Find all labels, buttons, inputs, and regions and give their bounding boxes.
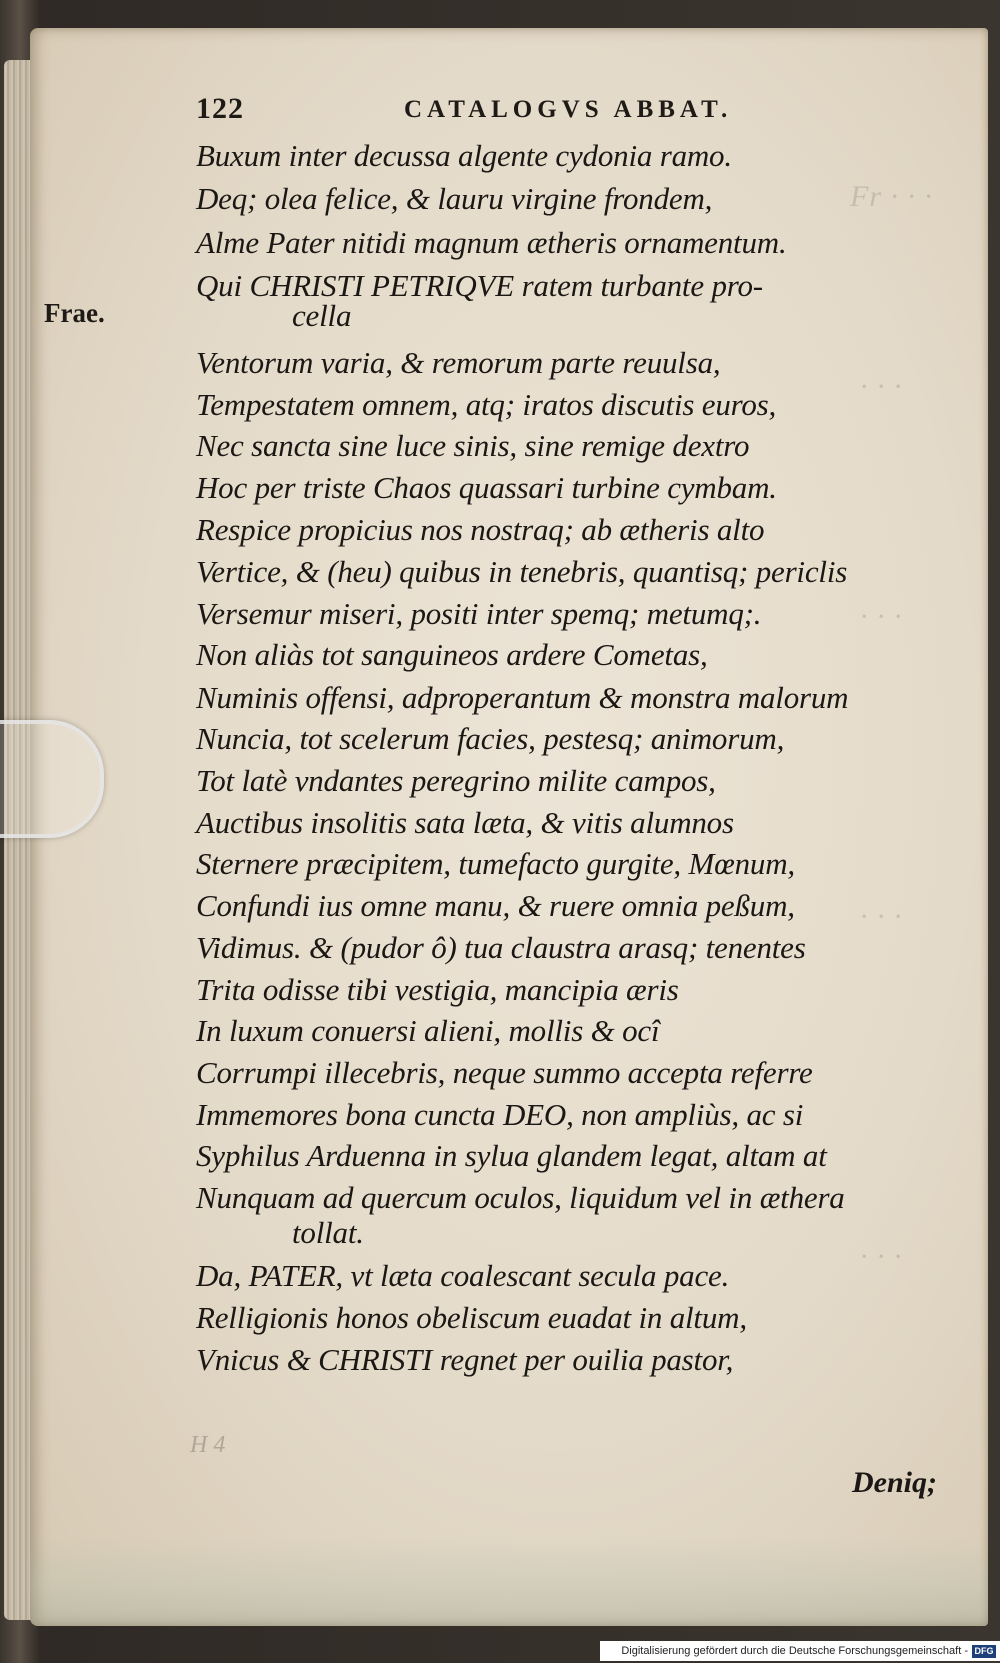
verse-line: Ventorum varia, & remorum parte reuulsa, xyxy=(196,345,721,380)
verse-line: Relligionis honos obeliscum euadat in altum, xyxy=(196,1300,747,1335)
footer-credit: Digitalisierung gefördert durch die Deutsche Forschungsgemeinschaft - xyxy=(621,1645,968,1657)
verse-line: Da, PATER, vt læta coalescant secula pace. xyxy=(196,1258,730,1293)
verse-line: Sternere præcipitem, tumefacto gurgite, Mœnum, xyxy=(196,846,795,881)
verse-line: Vertice, & (heu) quibus in tenebris, quantisq; periclis xyxy=(196,554,848,589)
verse-line: Vidimus. & (pudor ô) tua claustra arasq; tenentes xyxy=(196,930,806,965)
margin-note: Frae. xyxy=(44,298,105,328)
verse-line: Trita odisse tibi vestigia, mancipia æris xyxy=(196,972,679,1007)
bleed-through: · · · xyxy=(860,370,903,403)
verse-line: Versemur miseri, positi inter spemq; metumq;. xyxy=(196,596,762,631)
running-head: CATALOGVS ABBAT. xyxy=(404,96,733,123)
bleed-through: · · · xyxy=(860,900,903,933)
signature-mark: H 4 xyxy=(190,1432,226,1458)
verse-line: Tot latè vndantes peregrino milite campos, xyxy=(196,763,716,798)
verse-line: cella xyxy=(292,298,352,333)
dfg-logo-icon: DFG xyxy=(972,1645,996,1658)
verse-line: Immemores bona cuncta DEO, non ampliùs, ac si xyxy=(196,1097,804,1132)
verse-line: Confundi ius omne manu, & ruere omnia peßum, xyxy=(196,888,795,923)
page-clip xyxy=(0,720,104,838)
verse-line: In luxum conuersi alieni, mollis & ocî xyxy=(196,1013,660,1048)
verse-line: Vnicus & CHRISTI regnet per ouilia pastor, xyxy=(196,1342,734,1377)
verse-line: Nuncia, tot scelerum facies, pestesq; animorum, xyxy=(196,721,785,756)
digitization-footer xyxy=(600,1641,1000,1661)
bleed-through: Fr · · · xyxy=(850,180,933,213)
verse-line: Nunquam ad quercum oculos, liquidum vel in æthera xyxy=(196,1180,845,1215)
verse-line: Auctibus insolitis sata læta, & vitis alumnos xyxy=(196,805,734,840)
page-header xyxy=(196,92,796,132)
verse-line: Hoc per triste Chaos quassari turbine cymbam. xyxy=(196,470,777,505)
verse-line: Buxum inter decussa algente cydonia ramo. xyxy=(196,138,732,173)
verse-line: Deq; olea felice, & lauru virgine frondem, xyxy=(196,181,713,216)
bleed-through: · · · xyxy=(860,600,903,633)
verse-line: Respice propicius nos nostraq; ab ætheris alto xyxy=(196,512,765,547)
verse-line: Alme Pater nitidi magnum ætheris ornamentum. xyxy=(196,225,787,260)
water-stain xyxy=(30,1536,988,1626)
verse-line: Non aliàs tot sanguineos ardere Cometas, xyxy=(196,637,708,672)
catchword: Deniq; xyxy=(852,1466,937,1499)
verse-line: tollat. xyxy=(292,1215,364,1250)
verse-line: Nec sancta sine luce sinis, sine remige dextro xyxy=(196,428,750,463)
verse-line: Syphilus Arduenna in sylua glandem legat, altam at xyxy=(196,1138,827,1173)
verse-line: Corrumpi illecebris, neque summo accepta referre xyxy=(196,1055,813,1090)
page-number: 122 xyxy=(196,92,244,125)
bleed-through: · · · xyxy=(860,1240,903,1273)
verse-line: Numinis offensi, adproperantum & monstra malorum xyxy=(196,680,849,715)
verse-line: Tempestatem omnem, atq; iratos discutis euros, xyxy=(196,387,777,422)
verse-line: Qui CHRISTI PETRIQVE ratem turbante pro- xyxy=(196,268,763,303)
